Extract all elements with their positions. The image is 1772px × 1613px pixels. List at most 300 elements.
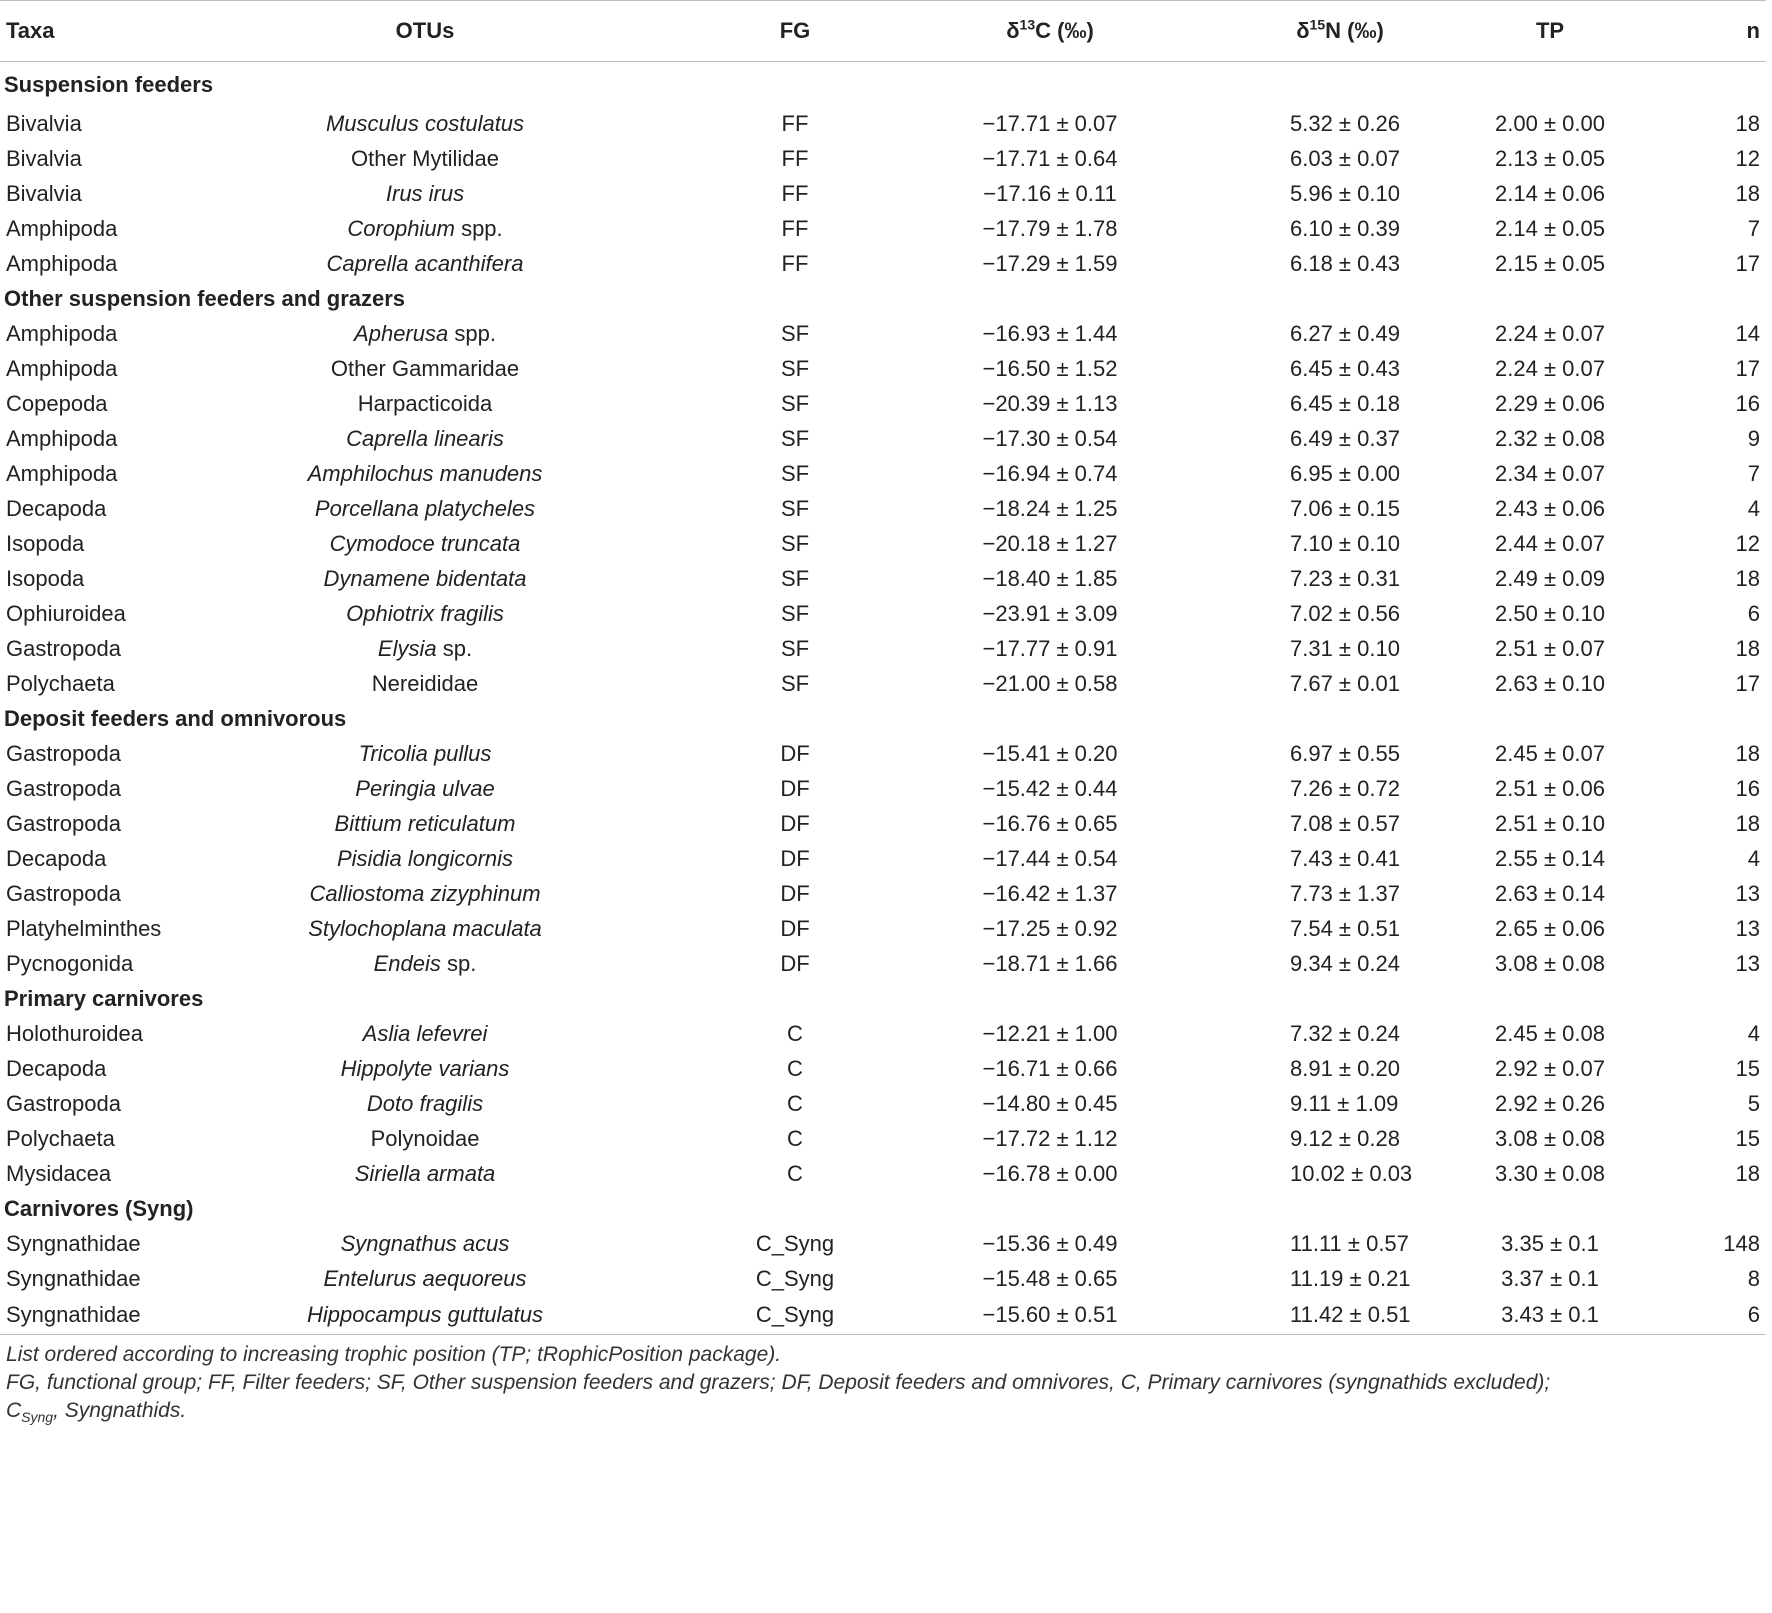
group-header-row — [0, 701, 1766, 736]
table-row — [0, 1086, 1766, 1121]
cell-fg: C_Syng — [630, 1296, 870, 1335]
header-d13c-sup: 13 — [1019, 16, 1036, 33]
cell-n: 18 — [1735, 565, 1760, 591]
cell-n: 6 — [1747, 600, 1760, 626]
cell-d15n: 7.06 ± 0.15 — [1290, 495, 1400, 521]
cell-tp: 2.50 ± 0.10 — [1495, 600, 1605, 626]
cell-d13c: −16.50 ± 1.52 — [982, 355, 1118, 381]
cell-d15n: 7.54 ± 0.51 — [1290, 915, 1400, 941]
header-n: n — [1650, 1, 1766, 62]
table-body — [0, 62, 1766, 1335]
cell-fg: SF — [780, 670, 810, 696]
cell-n: 14 — [1735, 320, 1760, 346]
cell-tp: 2.65 ± 0.06 — [1495, 915, 1605, 941]
footnote-csyng-rest: , Syngnathids. — [53, 1399, 187, 1422]
cell-otu — [220, 421, 630, 456]
table-row — [0, 946, 1766, 981]
cell-taxa: Bivalvia — [6, 180, 82, 206]
otu-plain: Other Mytilidae — [351, 145, 499, 171]
cell-taxa: Decapoda — [6, 1055, 107, 1081]
cell-fg: DF — [780, 775, 810, 801]
cell-tp: 2.34 ± 0.07 — [1495, 460, 1605, 486]
cell-tp: 2.49 ± 0.09 — [1495, 565, 1605, 591]
cell-tp: 2.24 ± 0.07 — [1495, 355, 1605, 381]
table-footnotes — [6, 1341, 1766, 1425]
cell-otu — [220, 246, 630, 281]
cell-taxa: Decapoda — [6, 845, 107, 871]
otu-plain: Other Gammaridae — [330, 355, 520, 381]
cell-n: 16 — [1735, 390, 1760, 416]
cell-d13c: −20.39 ± 1.13 — [982, 390, 1118, 416]
cell-d15n: 7.23 ± 0.31 — [1290, 565, 1400, 591]
cell-tp: 2.00 ± 0.00 — [1495, 110, 1605, 136]
cell-taxa: Pycnogonida — [6, 950, 134, 976]
cell-fg: SF — [780, 565, 810, 591]
otu-italic: Syngnathus acus — [340, 1230, 510, 1256]
cell-tp: 2.63 ± 0.10 — [1495, 670, 1605, 696]
cell-fg: FF — [781, 250, 809, 276]
table-row — [0, 841, 1766, 876]
cell-d15n: 7.43 ± 0.41 — [1290, 845, 1400, 871]
cell-n: 7 — [1747, 215, 1760, 241]
cell-otu — [220, 1086, 630, 1121]
table-row — [0, 386, 1766, 421]
cell-taxa: Gastropoda — [6, 810, 121, 836]
cell-n: 4 — [1747, 845, 1760, 871]
cell-d15n: 7.26 ± 0.72 — [1290, 775, 1400, 801]
cell-taxa: Syngnathidae — [6, 1265, 141, 1291]
table-row — [0, 631, 1766, 666]
cell-tp: 2.45 ± 0.08 — [1495, 1020, 1605, 1046]
cell-d15n: 7.02 ± 0.56 — [1290, 600, 1400, 626]
otu-plain: spp. — [454, 215, 503, 241]
cell-fg: DF — [780, 880, 810, 906]
cell-fg: FF — [781, 180, 809, 206]
cell-n: 5 — [1747, 1090, 1760, 1116]
table-row — [0, 176, 1766, 211]
cell-fg: SF — [780, 425, 810, 451]
cell-d15n: 9.12 ± 0.28 — [1290, 1125, 1400, 1151]
cell-otu — [220, 596, 630, 631]
table-row — [0, 351, 1766, 386]
cell-n: 16 — [1735, 775, 1760, 801]
cell-otu — [220, 386, 630, 421]
cell-n: 148 — [1723, 1230, 1760, 1256]
otu-italic: Bittium reticulatum — [334, 810, 516, 836]
cell-fg: C — [787, 1055, 803, 1081]
cell-d15n: 6.45 ± 0.43 — [1290, 355, 1400, 381]
cell-fg: FF — [781, 110, 809, 136]
cell-tp: 3.30 ± 0.08 — [1495, 1160, 1605, 1186]
cell-taxa: Decapoda — [6, 495, 107, 521]
table-row — [0, 666, 1766, 701]
header-otus: OTUs — [220, 1, 630, 62]
cell-otu — [220, 106, 630, 141]
cell-otu — [220, 141, 630, 176]
cell-d13c: −17.77 ± 0.91 — [982, 635, 1118, 661]
cell-taxa: Amphipoda — [6, 425, 118, 451]
cell-d13c: −18.24 ± 1.25 — [982, 495, 1118, 521]
cell-d13c: −20.18 ± 1.27 — [982, 530, 1118, 556]
header-fg: FG — [630, 1, 870, 62]
cell-taxa: Copepoda — [6, 390, 108, 416]
group-header-row — [0, 281, 1766, 316]
otu-italic: Corophium — [347, 215, 455, 241]
cell-d15n: 9.11 ± 1.09 — [1290, 1090, 1399, 1116]
cell-otu — [220, 526, 630, 561]
cell-otu — [220, 876, 630, 911]
otu-italic: Porcellana platycheles — [314, 495, 536, 521]
cell-otu — [220, 946, 630, 981]
table-row — [0, 736, 1766, 771]
group-header-row — [0, 62, 1766, 107]
cell-tp: 2.55 ± 0.14 — [1495, 845, 1605, 871]
cell-n: 17 — [1735, 250, 1760, 276]
otu-italic: Calliostoma zizyphinum — [309, 880, 541, 906]
cell-d13c: −17.71 ± 0.64 — [982, 145, 1118, 171]
cell-otu — [220, 561, 630, 596]
cell-tp: 2.32 ± 0.08 — [1495, 425, 1605, 451]
cell-d15n: 6.03 ± 0.07 — [1290, 145, 1400, 171]
table-row — [0, 911, 1766, 946]
cell-otu — [220, 316, 630, 351]
cell-n: 13 — [1735, 950, 1760, 976]
footnote-line-3 — [6, 1397, 1766, 1425]
cell-taxa: Holothuroidea — [6, 1020, 143, 1046]
otu-italic: Amphilochus manudens — [307, 460, 543, 486]
cell-d13c: −15.48 ± 0.65 — [982, 1265, 1118, 1291]
cell-d15n: 6.27 ± 0.49 — [1290, 320, 1400, 346]
table-row — [0, 771, 1766, 806]
cell-d13c: −15.42 ± 0.44 — [982, 775, 1118, 801]
cell-n: 7 — [1747, 460, 1760, 486]
cell-n: 18 — [1735, 810, 1760, 836]
table-row — [0, 456, 1766, 491]
otu-italic: Hippocampus guttulatus — [306, 1302, 544, 1327]
table-row — [0, 211, 1766, 246]
cell-d15n: 11.11 ± 0.57 — [1290, 1230, 1409, 1256]
cell-taxa: Amphipoda — [6, 320, 118, 346]
cell-tp: 2.15 ± 0.05 — [1495, 250, 1605, 276]
cell-otu — [220, 631, 630, 666]
cell-n: 13 — [1735, 915, 1760, 941]
cell-d15n: 8.91 ± 0.20 — [1290, 1055, 1400, 1081]
cell-tp: 3.08 ± 0.08 — [1495, 1125, 1605, 1151]
cell-n: 18 — [1735, 180, 1760, 206]
table-header — [0, 1, 1766, 62]
otu-italic: Tricolia pullus — [358, 740, 492, 766]
cell-d13c: −16.42 ± 1.37 — [982, 880, 1118, 906]
table-row — [0, 876, 1766, 911]
cell-d15n: 7.31 ± 0.10 — [1290, 635, 1400, 661]
cell-fg: DF — [780, 950, 810, 976]
cell-taxa: Isopoda — [6, 565, 85, 591]
cell-otu — [220, 1226, 630, 1261]
cell-fg: DF — [780, 810, 810, 836]
cell-d15n: 5.32 ± 0.26 — [1290, 110, 1400, 136]
cell-taxa: Syngnathidae — [0, 1296, 220, 1335]
cell-d15n: 6.49 ± 0.37 — [1290, 425, 1400, 451]
cell-n: 4 — [1747, 495, 1760, 521]
cell-fg: DF — [780, 740, 810, 766]
cell-d15n: 11.42 ± 0.51 — [1170, 1296, 1390, 1335]
cell-otu — [220, 456, 630, 491]
otu-italic: Doto fragilis — [366, 1090, 484, 1116]
table-row — [0, 526, 1766, 561]
table-row — [0, 596, 1766, 631]
header-row — [0, 1, 1766, 62]
cell-fg: C_Syng — [755, 1265, 835, 1291]
cell-tp: 2.51 ± 0.07 — [1495, 635, 1605, 661]
cell-taxa: Syngnathidae — [6, 1230, 141, 1256]
cell-d15n: 6.97 ± 0.55 — [1290, 740, 1400, 766]
header-d13c — [870, 1, 1170, 62]
header-d15n-unit: N (‰) — [1325, 18, 1384, 43]
otu-italic: Irus irus — [385, 180, 465, 206]
otu-italic: Elysia — [377, 635, 437, 661]
cell-d15n: 10.02 ± 0.03 — [1290, 1160, 1413, 1186]
cell-tp: 2.14 ± 0.06 — [1495, 180, 1605, 206]
cell-fg: SF — [780, 355, 810, 381]
footnote-line-2: FG, functional group; FF, Filter feeders; SF, Other suspension feeders and grazers; DF, Deposit feeders and omnivores, C, Primary carnivores (syngnathids excluded); — [6, 1371, 1551, 1394]
otu-plain: sp. — [440, 950, 477, 976]
cell-n: 15 — [1735, 1125, 1760, 1151]
cell-tp: 3.08 ± 0.08 — [1495, 950, 1605, 976]
cell-otu — [220, 1121, 630, 1156]
table-row — [0, 561, 1766, 596]
cell-taxa: Bivalvia — [6, 110, 82, 136]
cell-d13c: −16.93 ± 1.44 — [982, 320, 1118, 346]
cell-d13c: −17.79 ± 1.78 — [982, 215, 1118, 241]
header-d15n — [1170, 1, 1390, 62]
otu-italic: Stylochoplana maculata — [308, 915, 542, 941]
otu-plain: Harpacticoida — [357, 390, 493, 416]
cell-fg: C — [787, 1090, 803, 1116]
cell-fg: C_Syng — [755, 1230, 835, 1256]
cell-otu — [220, 351, 630, 386]
cell-n: 18 — [1735, 1160, 1760, 1186]
header-d15n-symbol: δ — [1296, 18, 1310, 43]
cell-otu — [220, 1156, 630, 1191]
cell-taxa: Bivalvia — [6, 145, 82, 171]
cell-d13c: −17.44 ± 0.54 — [982, 845, 1118, 871]
cell-d15n: 11.19 ± 0.21 — [1290, 1265, 1411, 1291]
otu-plain: sp. — [436, 635, 473, 661]
cell-tp: 2.29 ± 0.06 — [1495, 390, 1605, 416]
cell-taxa: Amphipoda — [6, 250, 118, 276]
header-d15n-sup: 15 — [1309, 16, 1326, 33]
otu-plain: Polynoidae — [370, 1125, 480, 1151]
header-tp: TP — [1390, 1, 1650, 62]
cell-d15n: 7.10 ± 0.10 — [1290, 530, 1400, 556]
cell-fg: C — [787, 1020, 803, 1046]
table-row — [0, 1121, 1766, 1156]
cell-d15n: 5.96 ± 0.10 — [1290, 180, 1400, 206]
group-title: Deposit feeders and omnivorous — [4, 705, 347, 731]
cell-taxa: Gastropoda — [6, 1090, 121, 1116]
table-row — [0, 1261, 1766, 1296]
group-title: Primary carnivores — [4, 985, 204, 1011]
cell-d13c: −18.71 ± 1.66 — [982, 950, 1118, 976]
otu-italic: Cymodoce truncata — [329, 530, 521, 556]
otu-italic: Peringia ulvae — [355, 775, 495, 801]
cell-d13c: −16.94 ± 0.74 — [982, 460, 1118, 486]
cell-taxa: Polychaeta — [6, 670, 115, 696]
cell-tp: 2.51 ± 0.06 — [1495, 775, 1605, 801]
cell-taxa: Polychaeta — [6, 1125, 115, 1151]
cell-tp: 2.63 ± 0.14 — [1495, 880, 1605, 906]
header-d13c-symbol: δ — [1006, 18, 1020, 43]
cell-d13c: −17.29 ± 1.59 — [982, 250, 1118, 276]
cell-fg: C — [787, 1125, 803, 1151]
otu-plain: Nereididae — [371, 670, 479, 696]
cell-n: 12 — [1735, 145, 1760, 171]
cell-d13c: −23.91 ± 3.09 — [982, 600, 1118, 626]
cell-tp: 3.43 ± 0.1 — [1390, 1296, 1650, 1335]
cell-n: 12 — [1735, 530, 1760, 556]
cell-d15n: 7.32 ± 0.24 — [1290, 1020, 1400, 1046]
cell-n: 17 — [1735, 355, 1760, 381]
cell-taxa: Gastropoda — [6, 775, 121, 801]
table-row — [0, 1016, 1766, 1051]
cell-n: 13 — [1735, 880, 1760, 906]
cell-d13c: −16.71 ± 0.66 — [982, 1055, 1118, 1081]
cell-n: 18 — [1735, 740, 1760, 766]
cell-d13c: −15.36 ± 0.49 — [982, 1230, 1118, 1256]
cell-d13c: −15.41 ± 0.20 — [982, 740, 1118, 766]
group-title: Other suspension feeders and grazers — [4, 285, 406, 311]
cell-n: 17 — [1735, 670, 1760, 696]
table-row — [0, 421, 1766, 456]
cell-d13c: −15.60 ± 0.51 — [870, 1296, 1170, 1335]
cell-d15n: 6.45 ± 0.18 — [1290, 390, 1400, 416]
table-row — [0, 1226, 1766, 1261]
cell-taxa: Gastropoda — [6, 740, 121, 766]
footnote-csyng-c: C — [6, 1399, 22, 1422]
cell-n: 4 — [1747, 1020, 1760, 1046]
cell-n: 6 — [1650, 1296, 1766, 1335]
cell-fg: SF — [780, 495, 810, 521]
cell-fg: SF — [780, 460, 810, 486]
cell-taxa: Amphipoda — [6, 355, 118, 381]
cell-d13c: −12.21 ± 1.00 — [982, 1020, 1118, 1046]
cell-d13c: −17.71 ± 0.07 — [982, 110, 1118, 136]
otu-italic: Pisidia longicornis — [336, 845, 514, 871]
table-row — [0, 1051, 1766, 1086]
table-row — [0, 141, 1766, 176]
group-title: Carnivores (Syng) — [4, 1195, 194, 1221]
cell-taxa: Amphipoda — [6, 215, 118, 241]
cell-otu — [220, 211, 630, 246]
table-row — [0, 806, 1766, 841]
header-d13c-unit: C (‰) — [1035, 18, 1094, 43]
cell-tp: 2.44 ± 0.07 — [1495, 530, 1605, 556]
cell-n: 15 — [1735, 1055, 1760, 1081]
cell-otu — [220, 666, 630, 701]
cell-otu — [220, 491, 630, 526]
cell-fg: FF — [781, 215, 809, 241]
group-title: Suspension feeders — [4, 72, 214, 97]
cell-n: 8 — [1747, 1265, 1760, 1291]
cell-d15n: 9.34 ± 0.24 — [1290, 950, 1400, 976]
cell-otu — [220, 771, 630, 806]
cell-fg: SF — [780, 600, 810, 626]
table-row — [0, 1296, 1766, 1335]
cell-d13c: −18.40 ± 1.85 — [982, 565, 1118, 591]
cell-fg: SF — [780, 530, 810, 556]
cell-fg: C — [787, 1160, 803, 1186]
cell-d13c: −14.80 ± 0.45 — [982, 1090, 1118, 1116]
otu-italic: Caprella linearis — [346, 425, 504, 451]
cell-taxa: Amphipoda — [6, 460, 118, 486]
table-row — [0, 246, 1766, 281]
cell-tp: 2.13 ± 0.05 — [1495, 145, 1605, 171]
cell-taxa: Gastropoda — [6, 880, 121, 906]
cell-d15n: 7.67 ± 0.01 — [1290, 670, 1400, 696]
cell-d13c: −17.30 ± 0.54 — [982, 425, 1118, 451]
cell-fg: SF — [780, 635, 810, 661]
cell-tp: 2.43 ± 0.06 — [1495, 495, 1605, 521]
otu-italic: Musculus costulatus — [325, 110, 525, 136]
otu-italic: Caprella acanthifera — [326, 250, 524, 276]
group-header-row — [0, 1191, 1766, 1226]
cell-taxa: Mysidacea — [6, 1160, 112, 1186]
group-header-row — [0, 981, 1766, 1016]
cell-taxa: Ophiuroidea — [6, 600, 126, 626]
footnote-csyng-sub: Syng — [21, 1409, 54, 1426]
otu-italic: Apherusa — [354, 320, 449, 346]
cell-d13c: −21.00 ± 0.58 — [982, 670, 1118, 696]
cell-tp: 2.45 ± 0.07 — [1495, 740, 1605, 766]
cell-d13c: −17.25 ± 0.92 — [982, 915, 1118, 941]
table-row — [0, 1156, 1766, 1191]
cell-d13c: −16.78 ± 0.00 — [982, 1160, 1118, 1186]
cell-otu — [220, 736, 630, 771]
cell-tp: 2.92 ± 0.07 — [1495, 1055, 1605, 1081]
cell-otu — [220, 1296, 630, 1335]
cell-n: 9 — [1747, 425, 1760, 451]
otu-italic: Ophiotrix fragilis — [346, 600, 504, 626]
cell-d13c: −17.16 ± 0.11 — [983, 180, 1117, 206]
cell-otu — [220, 911, 630, 946]
cell-fg: SF — [780, 390, 810, 416]
otu-plain: spp. — [448, 320, 496, 346]
otu-italic: Endeis — [373, 950, 441, 976]
cell-d13c: −16.76 ± 0.65 — [982, 810, 1118, 836]
cell-taxa: Platyhelminthes — [6, 915, 162, 941]
cell-fg: DF — [780, 845, 810, 871]
cell-otu — [220, 841, 630, 876]
otu-italic: Hippolyte varians — [340, 1055, 510, 1081]
cell-otu — [220, 806, 630, 841]
cell-d15n: 7.73 ± 1.37 — [1290, 880, 1400, 906]
cell-n: 18 — [1735, 635, 1760, 661]
cell-otu — [220, 1261, 630, 1296]
cell-d15n: 6.10 ± 0.39 — [1290, 215, 1400, 241]
cell-d15n: 6.18 ± 0.43 — [1290, 250, 1400, 276]
cell-fg: FF — [781, 145, 809, 171]
cell-d15n: 7.08 ± 0.57 — [1290, 810, 1400, 836]
otu-italic: Aslia lefevrei — [362, 1020, 488, 1046]
cell-tp: 2.14 ± 0.05 — [1495, 215, 1605, 241]
cell-taxa: Gastropoda — [6, 635, 121, 661]
cell-d13c: −17.72 ± 1.12 — [982, 1125, 1118, 1151]
cell-otu — [220, 176, 630, 211]
table-row — [0, 106, 1766, 141]
otu-italic: Entelurus aequoreus — [323, 1265, 527, 1291]
cell-tp: 3.35 ± 0.1 — [1501, 1230, 1599, 1256]
table-row — [0, 316, 1766, 351]
